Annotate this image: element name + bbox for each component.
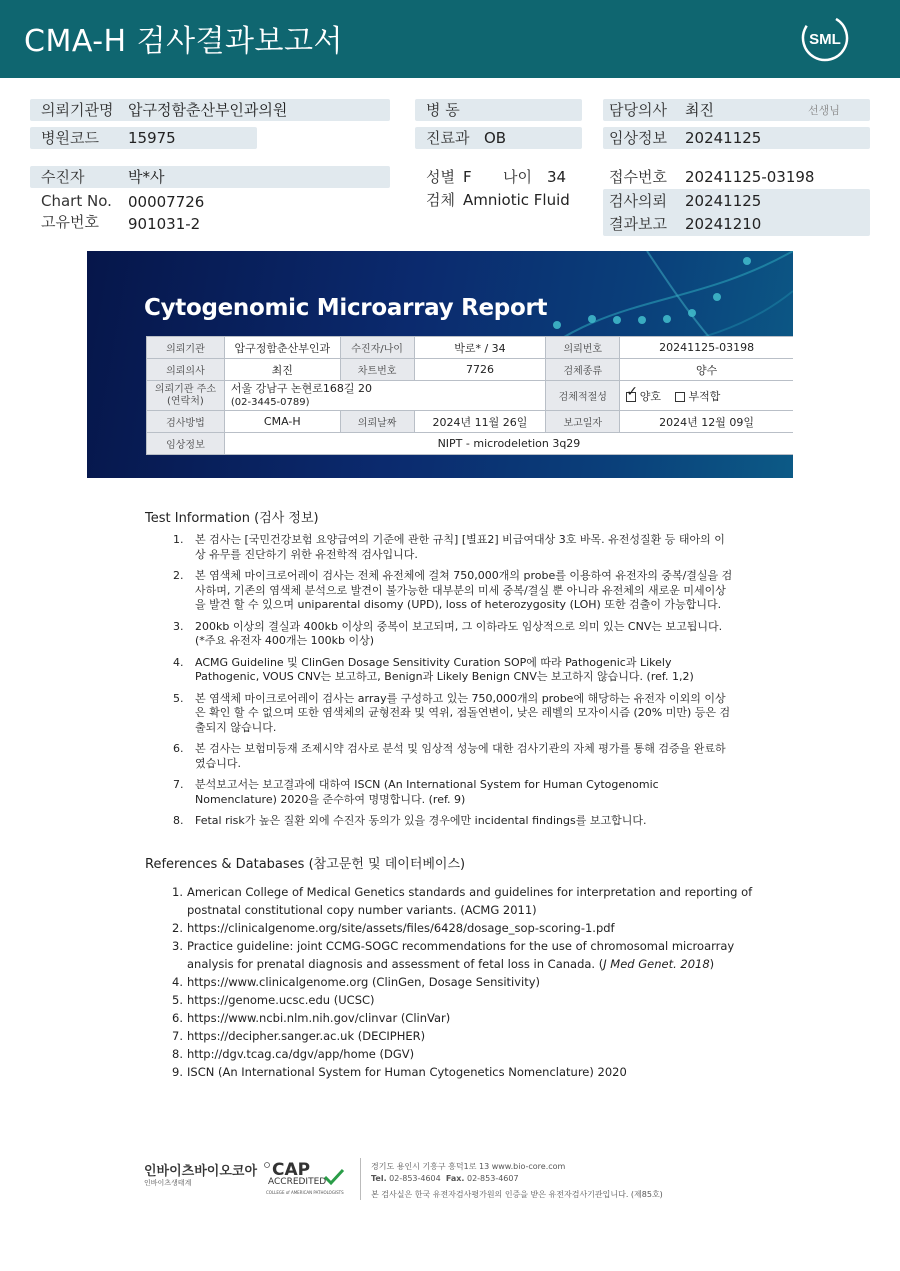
- hospital-value: 압구정함춘산부인과의원: [128, 101, 288, 119]
- clinical-info-value: NIPT - microdeletion 3q29: [224, 433, 793, 455]
- address-line: 서울 강남구 논현로168길 20: [230, 382, 372, 395]
- list-item: 8. http://dgv.tcag.ca/dgv/app/home (DGV): [172, 1047, 415, 1061]
- table-row: [147, 411, 794, 433]
- header-bar: [0, 0, 900, 78]
- cell-value: 박로* / 34: [414, 337, 546, 359]
- report-date-label: 결과보고: [609, 215, 667, 233]
- hospital-label: 의뢰기관명: [41, 101, 114, 119]
- fax-label: Fax.: [445, 1174, 465, 1183]
- footer-divider: [360, 1158, 361, 1200]
- uid-value: 901031-2: [128, 215, 201, 233]
- clinical-label: 임상정보: [609, 129, 667, 147]
- list-item: 1. 본 검사는 [국민건강보험 요양급여의 기준에 관한 규칙] [별표2] 비급여대상 3호 바목. 유전성질환 등 태아의 이상 유무를 진단하기 위한 유전학적 검사입니다.: [173, 533, 725, 561]
- table-row: [147, 359, 794, 381]
- cell-header: 검체종류: [546, 359, 620, 381]
- microarray-report-title: Cytogenomic Microarray Report: [144, 295, 548, 321]
- cell-header: 의뢰날짜: [340, 411, 414, 433]
- tel-value: 02-853-4604: [389, 1174, 441, 1183]
- chart-value: 00007726: [128, 193, 205, 211]
- checked-box-icon: [626, 383, 638, 402]
- cap-accredited: ACCREDITED: [268, 1177, 327, 1187]
- address-header-line2: (연락처): [167, 395, 204, 407]
- address-value: [224, 381, 545, 411]
- cell-header: 검사방법: [147, 411, 225, 433]
- list-item: 3. Practice guideline: joint CCMG-SOGC recommendations for the use of chromosomal microarray analysis for prenatal diagnosis and assessment of fetal loss in Canada. (J Med Genet. 2018): [172, 939, 735, 971]
- sml-logo: [801, 14, 849, 62]
- brand-sub: 인바이츠생태계: [144, 1179, 192, 1187]
- specimen-value: Amniotic Fluid: [463, 191, 570, 209]
- report-date-value: 20241210: [685, 215, 762, 233]
- cell-header: 검체적절성: [546, 381, 620, 411]
- list-item: 7. 분석보고서는 보고결과에 대하여 ISCN (An International System for Human Cytogenomic Nomenclature) 2020을 준수하여 명명합니다. (ref. 9): [173, 778, 659, 806]
- patient-label: 수진자: [41, 168, 85, 186]
- cell-header: 의뢰번호: [546, 337, 620, 359]
- table-row: [147, 337, 794, 359]
- tel-label: Tel.: [371, 1174, 387, 1183]
- table-row: [147, 381, 794, 411]
- adequacy-bad-label: 부적합: [688, 389, 721, 403]
- list-item: 1. American College of Medical Genetics standards and guidelines for interpretation and reporting of postnatal constitutional copy number variants. (ACMG 2011): [172, 885, 753, 917]
- list-item: 2. 본 염색체 마이크로어레이 검사는 전체 유전체에 걸쳐 750,000개의 probe를 이용하여 유전자의 중복/결실을 검사하며, 기존의 염색체 분석으로 발견이 불가능한 대부분의 미세 중복/결실 뿐 아니라 유전체의 새로운 미세이상을 발견 할 수 있으며 uniparental disomy (UPD), loss of heterozygosity (LOH) 또한 검출이 가능합니다.: [173, 569, 733, 611]
- list-item: 5. 본 염색체 마이크로어레이 검사는 array를 구성하고 있는 750,000개의 probe에 해당하는 유전자 이외의 이상은 확인 할 수 없으며 또한 염색체의 균형전좌 및 역위, 점돌연변이, 낮은 레벨의 모자이시즘 (20% 미만) 등은 검출되지 않습니다.: [173, 691, 731, 734]
- cell-value: 2024년 12월 09일: [620, 411, 793, 433]
- cell-value: CMA-H: [224, 411, 340, 433]
- cell-header: 보고일자: [546, 411, 620, 433]
- report-summary-table: [146, 336, 793, 455]
- receipt-label: 접수번호: [609, 168, 667, 186]
- patient-value: 박*사: [128, 168, 165, 186]
- cell-header: 임상정보: [147, 433, 225, 455]
- dept-value: OB: [484, 129, 507, 147]
- footer-address: 경기도 용인시 기흥구 흥덕1로 13 www.bio-core.com: [371, 1162, 566, 1171]
- checkmark-icon: ✓: [626, 383, 638, 400]
- age-value: 34: [547, 168, 567, 186]
- cap-subtext: COLLEGE of AMERICAN PATHOLOGISTS: [266, 1190, 344, 1195]
- cell-header: 의뢰의사: [147, 359, 225, 381]
- cell-value: 압구정함춘산부인과: [224, 337, 340, 359]
- dept-label: 진료과: [426, 129, 470, 147]
- cap-emblem-icon: [264, 1162, 270, 1168]
- clinical-value: 20241125: [685, 129, 762, 147]
- doctor-value: 최진: [685, 101, 714, 119]
- cell-value: 20241125-03198: [620, 337, 793, 359]
- doctor-label: 담당의사: [609, 101, 667, 119]
- footer-certification: 본 검사실은 한국 유전자검사평가원의 인증을 받은 유전자검사기관입니다. (제85호): [371, 1190, 663, 1199]
- list-item: 9. ISCN (An International System for Human Cytogenetics Nomenclature) 2020: [172, 1065, 627, 1079]
- fax-value: 02-853-4607: [466, 1174, 519, 1183]
- hospital-code-value: 15975: [128, 129, 176, 147]
- list-item: 5. https://genome.ucsc.edu (UCSC): [172, 993, 375, 1007]
- cell-header: [147, 381, 225, 411]
- cell-value: 7726: [414, 359, 546, 381]
- chart-label: Chart No.: [41, 192, 112, 210]
- test-info-title: Test Information (검사 정보): [145, 511, 319, 526]
- unchecked-box-icon: [675, 392, 685, 402]
- list-item: 6. https://www.ncbi.nlm.nih.gov/clinvar (ClinVar): [172, 1011, 451, 1025]
- list-item: 8. Fetal risk가 높은 질환 외에 수진자 동의가 있을 경우에만 incidental findings를 보고합니다.: [173, 814, 647, 827]
- cell-header: 의뢰기관: [147, 337, 225, 359]
- cap-logo: CAP: [272, 1160, 311, 1180]
- cell-header: 수진자/나이: [340, 337, 414, 359]
- list-item: 4. https://www.clinicalgenome.org (ClinGen, Dosage Sensitivity): [172, 975, 541, 989]
- request-label: 검사의뢰: [609, 192, 667, 210]
- references-list: [172, 883, 772, 1081]
- hospital-code-label: 병원코드: [41, 129, 99, 147]
- uid-label: 고유번호: [41, 213, 99, 231]
- table-row: [147, 433, 794, 455]
- age-label: 나이: [503, 168, 532, 186]
- cell-value: 양수: [620, 359, 793, 381]
- report-banner: [87, 251, 793, 478]
- list-item: 4. ACMG Guideline 및 ClinGen Dosage Sensitivity Curation SOP에 따라 Pathogenic과 Likely Pathogenic, VOUS CNV는 보고하고, Benign과 Likely Benign CNV는 보고하지 않습니다. (ref. 1,2): [173, 655, 694, 683]
- cell-value: 최진: [224, 359, 340, 381]
- adequacy-good-label: 양호: [639, 389, 661, 403]
- ward-label: 병 동: [426, 101, 460, 119]
- sex-value: F: [463, 168, 472, 186]
- cell-value: 2024년 11월 26일: [414, 411, 546, 433]
- test-info-list: [173, 533, 733, 836]
- brand-logo: 인바이츠바이오코아: [144, 1164, 258, 1179]
- cell-header: 차트번호: [340, 359, 414, 381]
- list-item: 3. 200kb 이상의 결실과 400kb 이상의 중복이 보고되며, 그 이하라도 임상적으로 의미 있는 CNV는 보고됩니다. (*주요 유전자 400개는 100kb 이상): [173, 619, 723, 647]
- doctor-suffix: 선생님: [808, 104, 840, 117]
- report-title: CMA-H 검사결과보고서: [24, 24, 343, 59]
- specimen-adequacy: [620, 381, 793, 411]
- checkmark-icon: [323, 1168, 345, 1186]
- sex-label: 성별: [426, 168, 455, 186]
- specimen-label: 검체: [426, 191, 455, 209]
- references-title: References & Databases (참고문헌 및 데이터베이스): [145, 857, 466, 872]
- receipt-value: 20241125-03198: [685, 168, 815, 186]
- phone-line: (02-3445-0789): [230, 397, 310, 408]
- list-item: 2. https://clinicalgenome.org/site/assets/files/6428/dosage_sop-scoring-1.pdf: [172, 921, 615, 935]
- address-header-line1: 의뢰기관 주소: [154, 383, 216, 395]
- list-item: 6. 본 검사는 보험미등재 조제시약 검사로 분석 및 임상적 성능에 대한 검사기관의 자체 평가를 통해 검증을 완료하였습니다.: [173, 742, 726, 770]
- request-value: 20241125: [685, 192, 762, 210]
- list-item: 7. https://decipher.sanger.ac.uk (DECIPHER): [172, 1029, 426, 1043]
- svg-text:SML: SML: [809, 31, 841, 48]
- footer-contact: [371, 1174, 519, 1183]
